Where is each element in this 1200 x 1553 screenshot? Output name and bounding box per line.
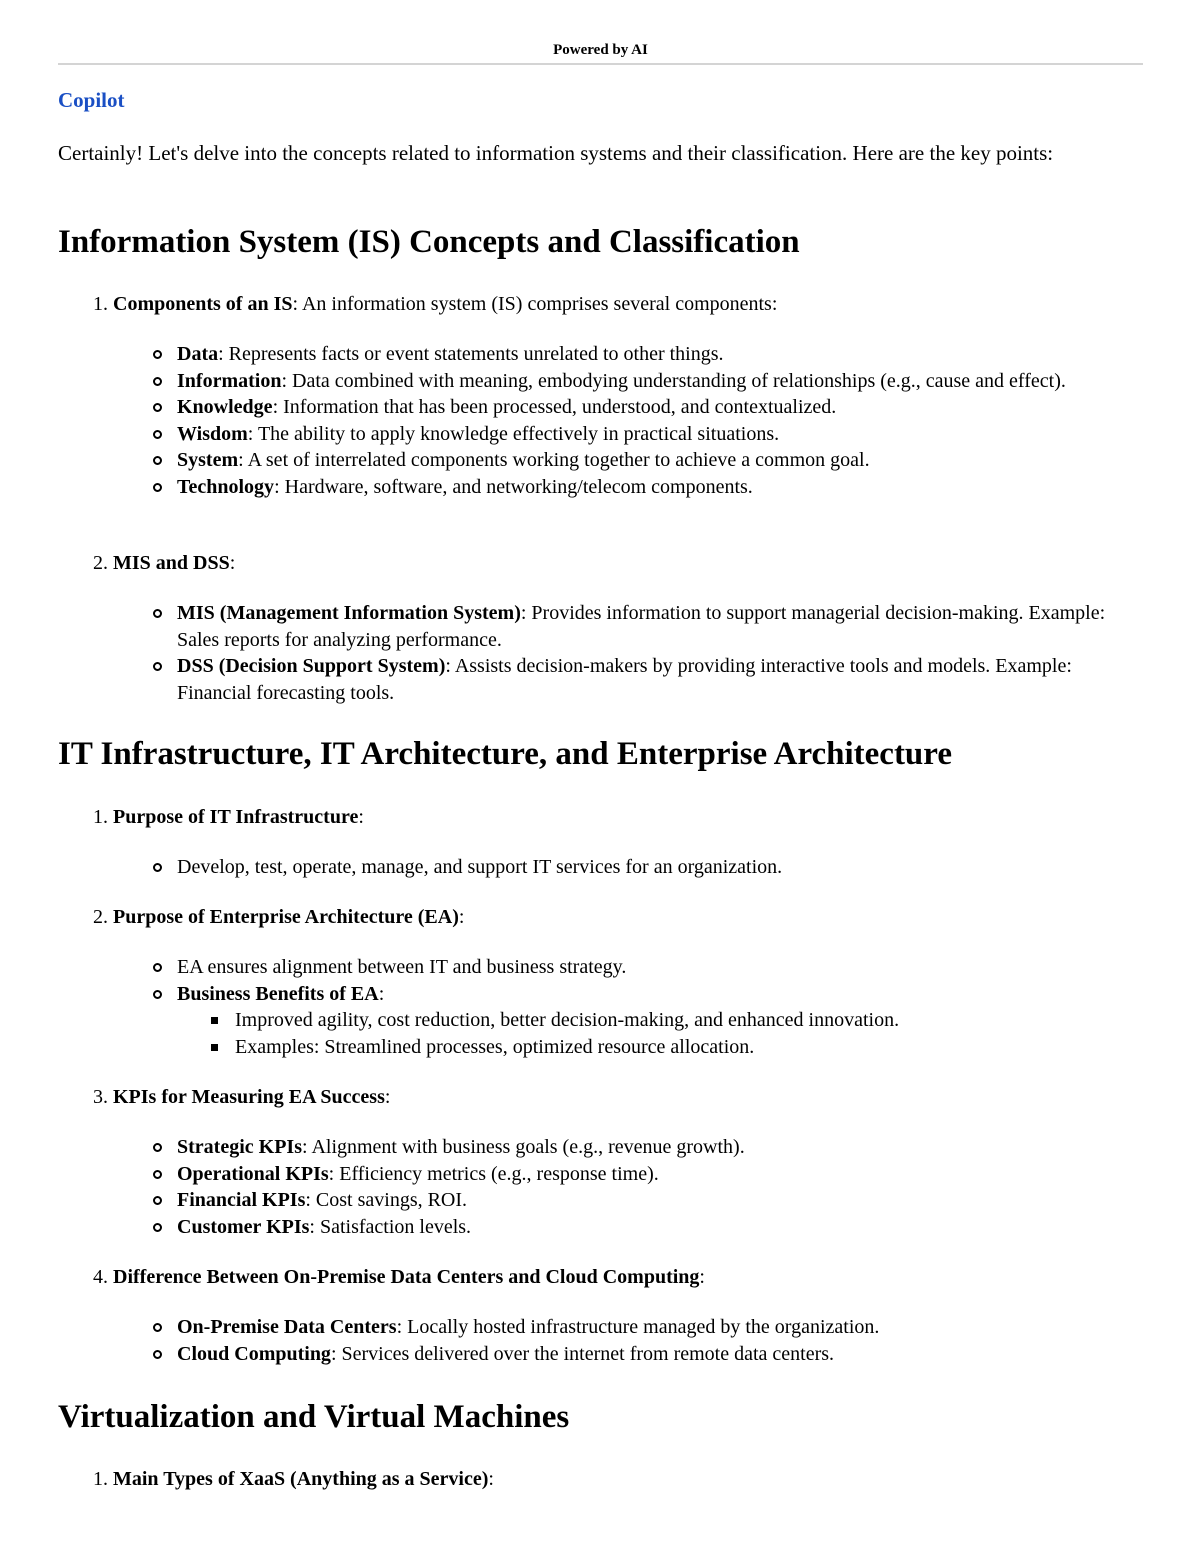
item-number: 1. (93, 293, 108, 315)
item-number: 3. (93, 1086, 108, 1108)
bullet-list (150, 600, 1140, 706)
item-text: : (458, 906, 465, 928)
bullet-list (150, 954, 1140, 1060)
list-item: Data: Represents facts or event statements unrelated to other things. (150, 341, 1140, 368)
section-heading: IT Infrastructure, IT Architecture, and Enterprise Architecture (58, 736, 952, 772)
numbered-item (93, 1466, 1143, 1492)
item-label: Difference Between On-Premise Data Centers and Cloud Computing (113, 1266, 700, 1288)
bullet-list (150, 854, 1140, 881)
item-label: MIS and DSS (113, 552, 230, 574)
numbered-item (93, 291, 1143, 317)
list-item: System: A set of interrelated components working together to achieve a common goal. (150, 447, 1140, 474)
list-item: Operational KPIs: Efficiency metrics (e.g., response time). (150, 1161, 1140, 1188)
list-item: Strategic KPIs: Alignment with business goals (e.g., revenue growth). (150, 1134, 1140, 1161)
item-number: 1. (93, 1468, 108, 1490)
list-item: Information: Data combined with meaning, embodying understanding of relationships (e.g., cause and effect). (150, 368, 1140, 395)
bullet-list (150, 1314, 1140, 1367)
item-text: : (488, 1468, 494, 1490)
item-text: : (358, 806, 364, 828)
item-number: 1. (93, 806, 108, 828)
item-text: : (699, 1266, 705, 1288)
list-item: Wisdom: The ability to apply knowledge effectively in practical situations. (150, 421, 1140, 448)
list-item: EA ensures alignment between IT and business strategy. (150, 954, 1140, 981)
intro-paragraph: Certainly! Let's delve into the concepts related to information systems and their classification. Here are the key points: (58, 141, 1054, 165)
item-label: Purpose of Enterprise Architecture (EA) (113, 906, 459, 928)
list-item: MIS (Management Information System): Provides information to support managerial decision-making. Example: Sales reports for analyzing performance. (150, 600, 1140, 653)
list-item: Knowledge: Information that has been processed, understood, and contextualized. (150, 394, 1140, 421)
list-item: Financial KPIs: Cost savings, ROI. (150, 1187, 1140, 1214)
numbered-item (93, 1084, 1143, 1110)
list-item: DSS (Decision Support System): Assists decision-makers by providing interactive tools and models. Example: Financial forecasting tools. (150, 653, 1140, 706)
nested-bullet-list (177, 1007, 1140, 1060)
item-number: 2. (93, 906, 108, 928)
item-label: Main Types of XaaS (Anything as a Service) (113, 1468, 489, 1490)
bullet-list (150, 1134, 1140, 1240)
page-header: Powered by AI (58, 42, 1143, 65)
list-item: On-Premise Data Centers: Locally hosted infrastructure managed by the organization. (150, 1314, 1140, 1341)
numbered-item (93, 904, 1143, 930)
item-text: : An information system (IS) comprises several components: (292, 293, 778, 315)
section-heading: Information System (IS) Concepts and Classification (58, 224, 800, 260)
numbered-item (93, 550, 1143, 576)
numbered-item (93, 1264, 1143, 1290)
item-number: 2. (93, 552, 108, 574)
list-item: Cloud Computing: Services delivered over the internet from remote data centers. (150, 1341, 1140, 1368)
list-item: Business Benefits of EA: Improved agility, cost reduction, better decision-making, and enhanced innovation. Examples: Streamlined processes, optimized resource allocation. (150, 981, 1140, 1061)
item-label: Purpose of IT Infrastructure (113, 806, 359, 828)
item-text: : (229, 552, 236, 574)
brand-name: Copilot (58, 88, 125, 112)
item-text: : (384, 1086, 391, 1108)
bullet-list (150, 341, 1140, 500)
section-heading: Virtualization and Virtual Machines (58, 1399, 570, 1435)
nested-list-item: Improved agility, cost reduction, better decision-making, and enhanced innovation. (203, 1007, 1140, 1034)
nested-list-item: Examples: Streamlined processes, optimized resource allocation. (203, 1034, 1140, 1061)
list-item: Develop, test, operate, manage, and support IT services for an organization. (150, 854, 1140, 881)
list-item: Technology: Hardware, software, and networking/telecom components. (150, 474, 1140, 501)
list-item: Customer KPIs: Satisfaction levels. (150, 1214, 1140, 1241)
item-number: 4. (93, 1266, 108, 1288)
item-label: Components of an IS (113, 293, 293, 315)
numbered-item (93, 804, 1143, 830)
item-label: KPIs for Measuring EA Success (113, 1086, 385, 1108)
